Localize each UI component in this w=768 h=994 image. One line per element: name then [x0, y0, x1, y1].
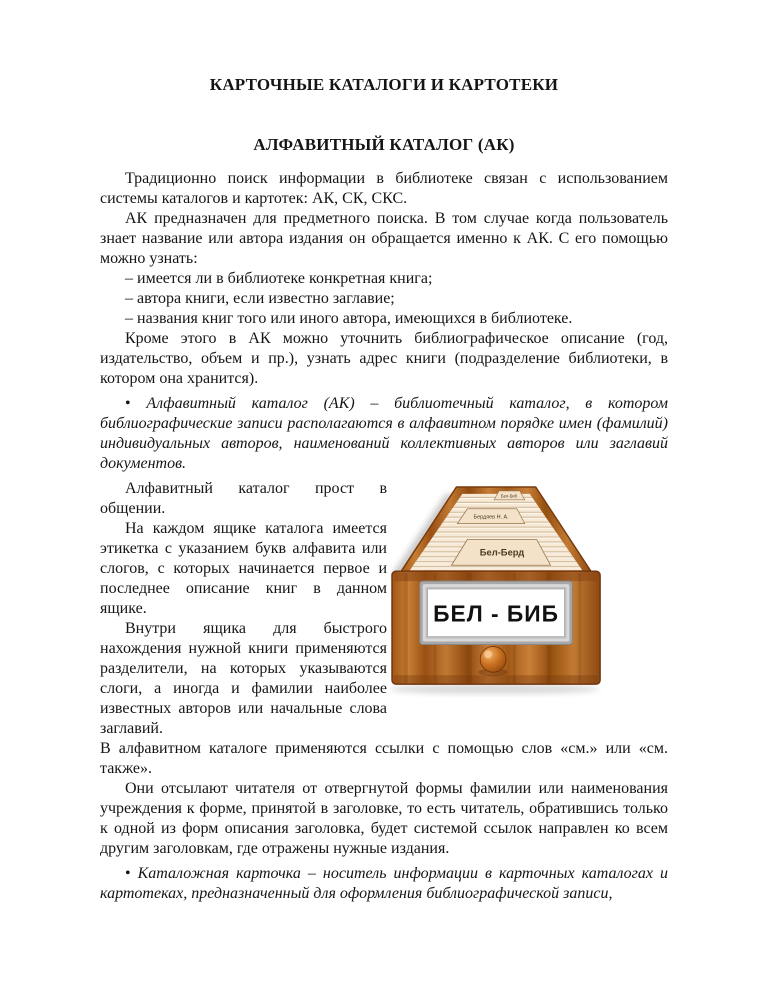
divider-tab-middle-label: Бердяев Н. А.	[473, 514, 509, 521]
bullet-icon: •	[125, 865, 131, 882]
divider-tab-middle	[457, 509, 524, 524]
drawer-ground-shadow	[390, 684, 599, 694]
label-plate	[420, 581, 573, 644]
divider-tab-top-label: Бел-Биб	[500, 493, 518, 499]
left-text-column	[100, 479, 387, 739]
definition-catalog-card	[100, 864, 668, 904]
divider-tab-top	[494, 491, 525, 500]
paragraph-purpose: АК предназначен для предметного поиска. В том случае когда пользователь знает название или автора издания он обращается именно к АК. С его помощью можно узнать:	[100, 210, 668, 267]
two-column-section	[100, 479, 668, 739]
paragraph-intro: Традиционно поиск информации в библиотеке связан с использованием системы каталогов и картотек: АК, СК, СКС.	[100, 170, 668, 207]
list-item-book: – имеется ли в библиотеке конкретная книга;	[125, 270, 433, 287]
document-title: КАРТОЧНЫЕ КАТАЛОГИ И КАРТОТЕКИ	[209, 75, 559, 94]
figure-column	[387, 479, 668, 698]
divider-tab-bottom-label: Бел-Берд	[479, 546, 525, 558]
paragraph-references-details: Они отсылают читателя от отвергнутой формы фамилии или наименования учреждения к форме, принятой в заголовке, то есть читатель, обратившись только к одной из форм описания заголовка, будет системой ссылок направлен ко всем другим заголовкам, где отражены нужные издания.	[100, 780, 668, 857]
divider-tab-bottom	[451, 539, 550, 565]
paragraph-simple: Алфавитный каталог прост в общении.	[100, 480, 387, 517]
paragraph-details: Кроме этого в АК можно уточнить библиографическое описание (год, издательство, объем и пр.), узнать адрес книги (подразделение библиотеки, в котором она хранится).	[100, 330, 668, 387]
paragraph-dividers: Внутри ящика для быстрого нахождения нужной книги применяются разделители, на которых указываются слоги, а иногда и фамилии наиболее известных авторов или начальные слова заглавий.	[100, 620, 387, 737]
bullet-icon: •	[125, 395, 131, 412]
definition-alphabetical-catalog-text: Алфавитный каталог (АК) – библиотечный каталог, в котором библиографические записи располагаются в алфавитном порядке имен (фамилий) индивидуальных авторов, наименований коллективных авторов или заглавий документов.	[100, 395, 668, 472]
list-item-titles: – названия книг того или иного автора, имеющихся в библиотеке.	[125, 310, 573, 327]
paragraph-drawer-labels: На каждом ящике каталога имеется этикетка с указанием букв алфавита или слогов, с которых начинается первое и последнее описание книг в данном ящике.	[100, 520, 387, 617]
section-title: АЛФАВИТНЫЙ КАТАЛОГ (АК)	[253, 135, 515, 154]
paragraph-references: В алфавитном каталоге применяются ссылки с помощью слов «см.» или «см. также».	[100, 740, 668, 777]
catalog-drawer-figure	[390, 484, 614, 698]
drawer-label: БЕЛ - БИБ	[433, 600, 559, 627]
definition-catalog-card-text: Каталожная карточка – носитель информации в карточных каталогах и картотеках, предназначенный для оформления библиографической записи,	[100, 865, 669, 902]
definition-alphabetical-catalog	[100, 394, 668, 474]
list-item-author: – автора книги, если известно заглавие;	[125, 290, 395, 307]
